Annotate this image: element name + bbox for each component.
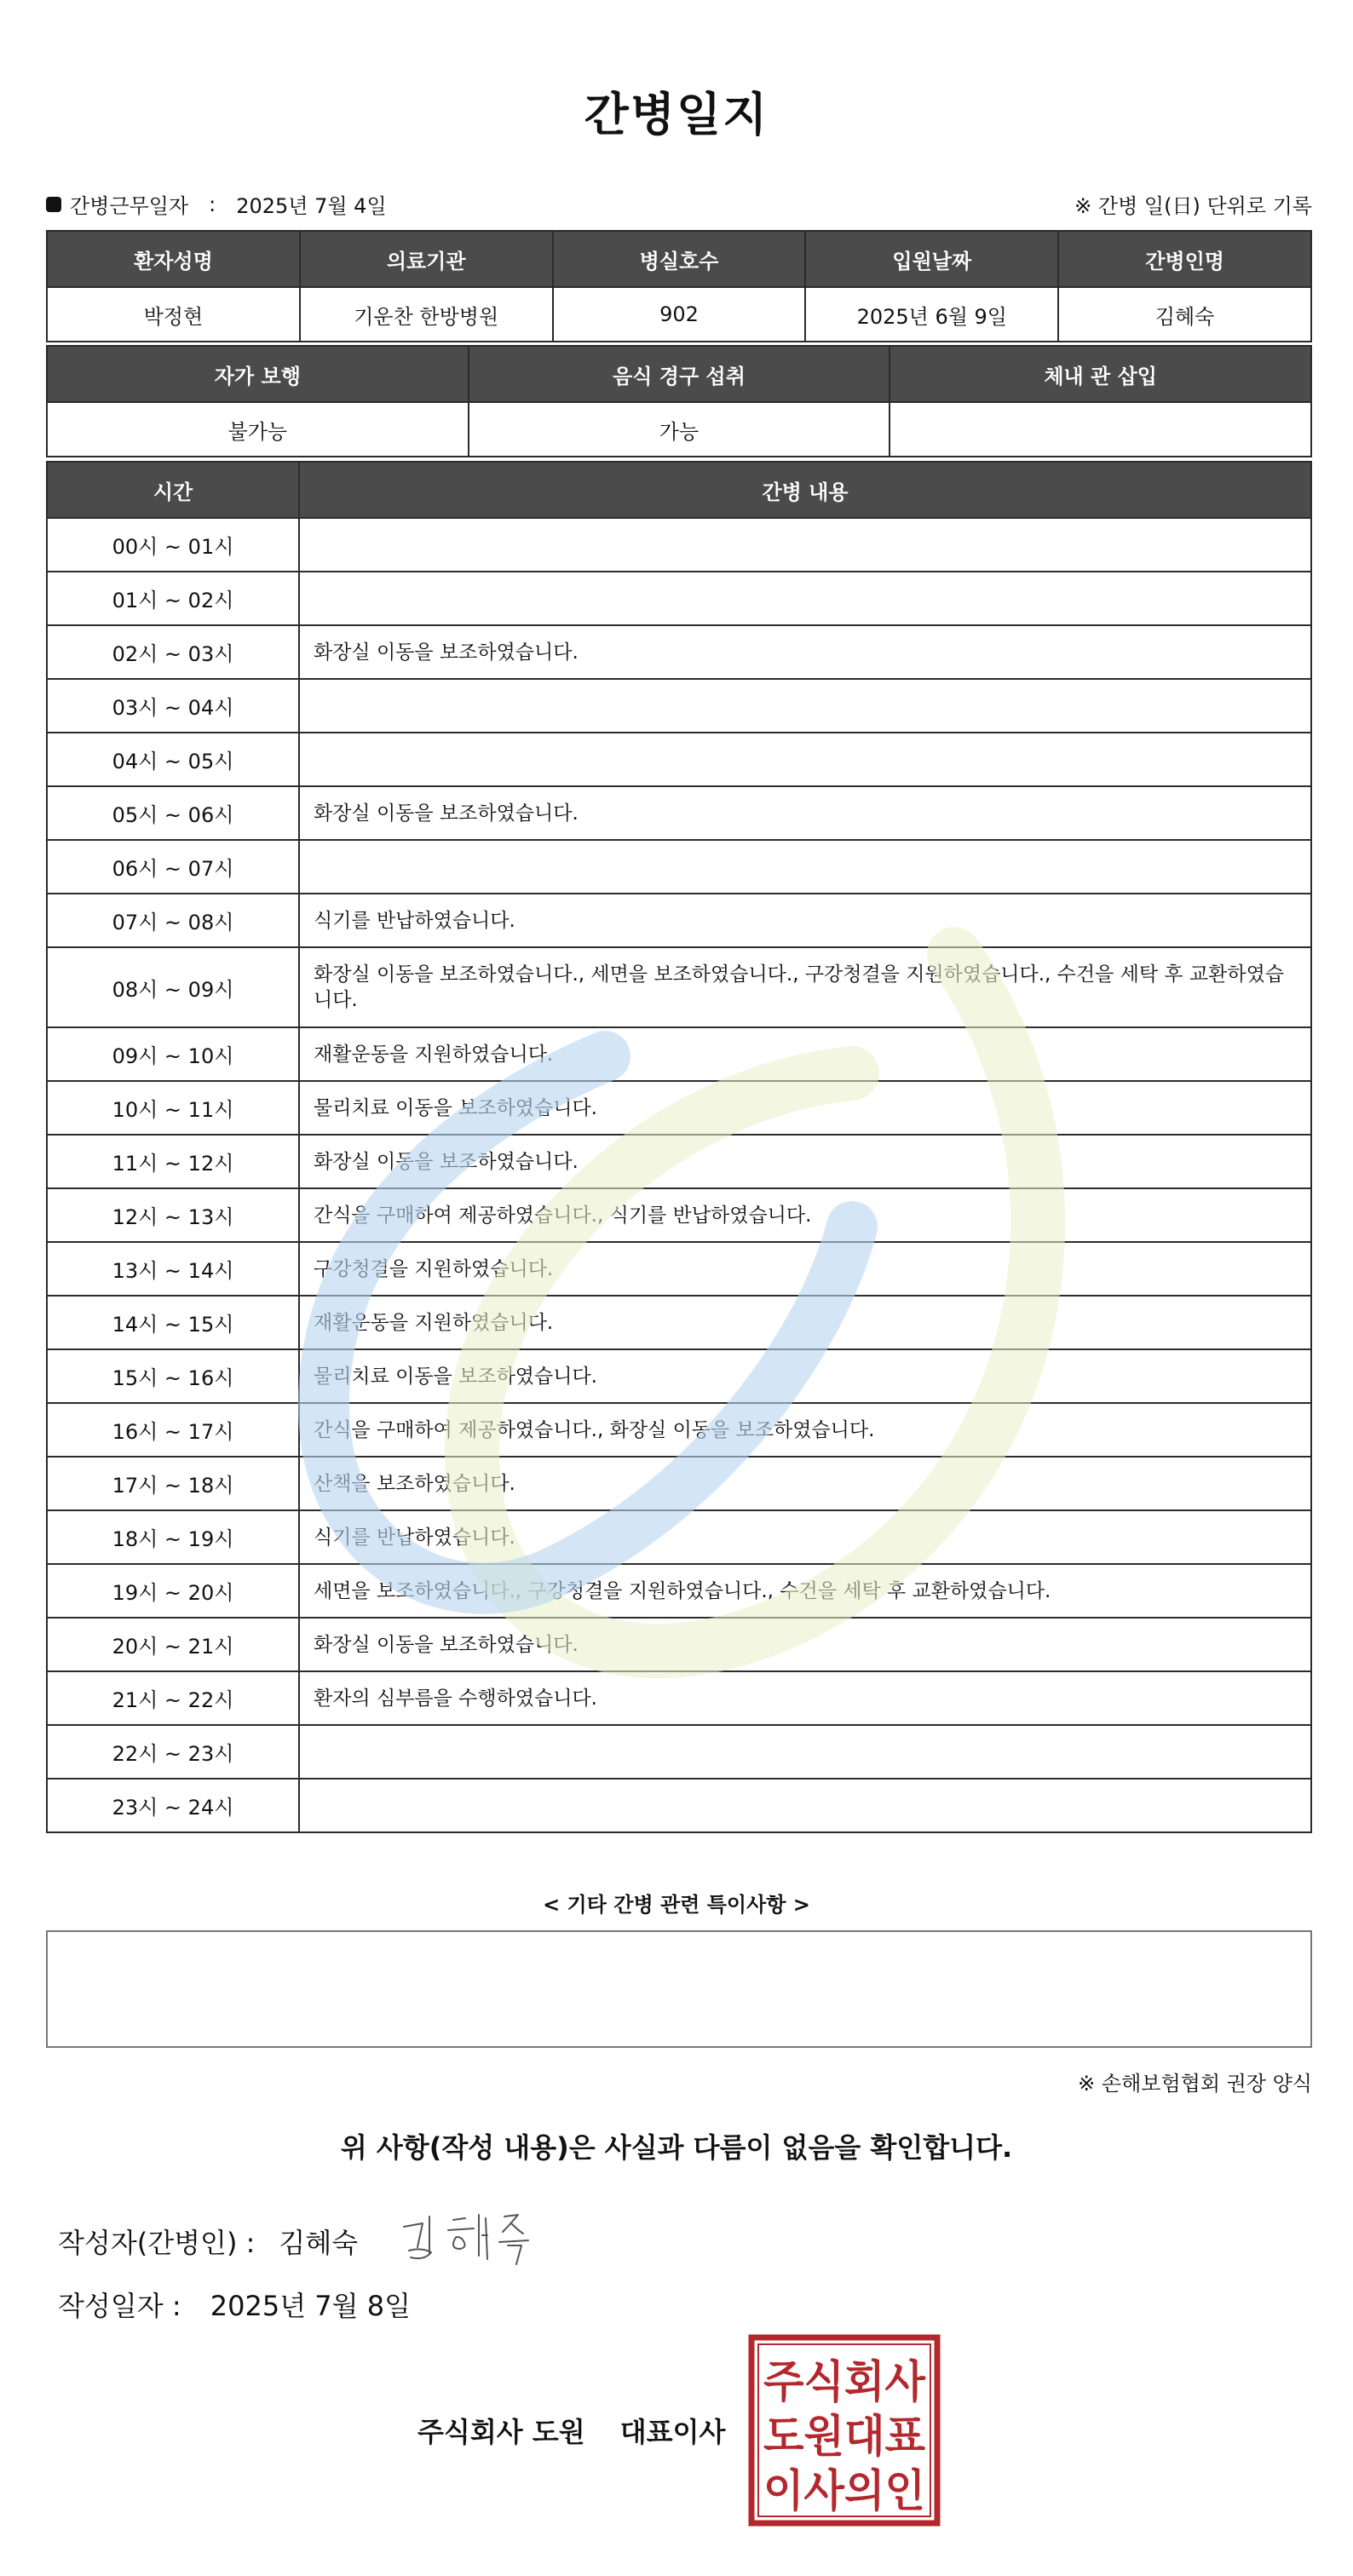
company-representative-title: 대표이사	[619, 2416, 726, 2448]
room-number-value: 902	[553, 287, 806, 342]
patient-info-value-row	[47, 287, 1311, 342]
care-log-content: 산책을 보조하였습니다.	[299, 1457, 1311, 1510]
work-date-label: 간병근무일자	[70, 194, 189, 218]
care-log-row	[47, 1510, 1311, 1564]
care-log-time: 05시 ~ 06시	[47, 786, 299, 840]
care-log-time: 21시 ~ 22시	[47, 1671, 299, 1725]
care-log-row	[47, 1779, 1311, 1832]
patient-condition-table	[46, 345, 1312, 457]
notes-box	[46, 1930, 1312, 2048]
care-log-time: 10시 ~ 11시	[47, 1081, 299, 1135]
bullet-icon	[46, 197, 61, 212]
patient-name-value: 박정현	[47, 287, 300, 342]
care-log-row	[47, 894, 1311, 947]
caregiver-name-value: 김혜숙	[1058, 287, 1311, 342]
admission-date-value: 2025년 6월 9일	[805, 287, 1058, 342]
work-date-row	[46, 189, 1312, 223]
condition-value-row	[47, 402, 1311, 457]
care-log-time: 14시 ~ 15시	[47, 1296, 299, 1349]
care-log-row	[47, 1618, 1311, 1671]
care-log-time: 16시 ~ 17시	[47, 1403, 299, 1457]
header-oral-intake: 음식 경구 섭취	[469, 346, 890, 402]
written-date-line	[58, 2285, 411, 2324]
care-log-row	[47, 786, 1311, 840]
care-log-time: 13시 ~ 14시	[47, 1242, 299, 1296]
care-log-row	[47, 1403, 1311, 1457]
company-signature-line	[417, 2411, 725, 2450]
condition-header-row	[47, 346, 1311, 402]
care-log-time: 07시 ~ 08시	[47, 894, 299, 947]
work-date-colon: :	[209, 192, 216, 216]
care-log-row	[47, 1725, 1311, 1779]
care-log-content: 재활운동을 지원하였습니다.	[299, 1027, 1311, 1081]
care-log-content	[299, 572, 1311, 625]
care-log-content: 환자의 심부름을 수행하였습니다.	[299, 1671, 1311, 1725]
care-log-content	[299, 1725, 1311, 1779]
care-log-content: 간식을 구매하여 제공하였습니다., 화장실 이동을 보조하였습니다.	[299, 1403, 1311, 1457]
care-log-time: 03시 ~ 04시	[47, 679, 299, 733]
written-date-label: 작성일자 :	[58, 2290, 181, 2322]
care-log-content: 화장실 이동을 보조하였습니다.	[299, 625, 1311, 679]
care-log-row	[47, 518, 1311, 572]
care-log-time: 11시 ~ 12시	[47, 1135, 299, 1188]
writer-name: 김혜숙	[279, 2227, 359, 2259]
care-log-row	[47, 1671, 1311, 1725]
care-log-row	[47, 947, 1311, 1027]
oral-intake-value: 가능	[469, 402, 890, 457]
care-log-time: 09시 ~ 10시	[47, 1027, 299, 1081]
care-log-content: 식기를 반납하였습니다.	[299, 1510, 1311, 1564]
care-log-row	[47, 572, 1311, 625]
svg-text:도원대표: 도원대표	[763, 2412, 925, 2463]
care-log-time: 17시 ~ 18시	[47, 1457, 299, 1510]
care-log-content: 물리치료 이동을 보조하였습니다.	[299, 1081, 1311, 1135]
recommended-form-note: ※ 손해보험협회 권장 양식	[1078, 2072, 1312, 2096]
writer-label: 작성자(간병인) :	[58, 2227, 256, 2259]
company-seal-stamp	[748, 2334, 941, 2527]
care-log-row	[47, 1027, 1311, 1081]
header-caregiver-name: 간병인명	[1058, 231, 1311, 287]
patient-info-table	[46, 230, 1312, 342]
care-log-time: 08시 ~ 09시	[47, 947, 299, 1027]
care-log-time: 15시 ~ 16시	[47, 1349, 299, 1403]
care-log-time: 19시 ~ 20시	[47, 1564, 299, 1618]
care-log-table	[46, 461, 1312, 1833]
handwritten-signature	[400, 2205, 545, 2273]
svg-text:주식회사: 주식회사	[763, 2357, 926, 2408]
work-date-value: 2025년 7월 4일	[236, 194, 387, 218]
self-walking-value: 불가능	[47, 402, 469, 457]
header-tube-insertion: 체내 관 삽입	[890, 346, 1311, 402]
header-patient-name: 환자성명	[47, 231, 300, 287]
care-log-content: 재활운동을 지원하였습니다.	[299, 1296, 1311, 1349]
care-log-content	[299, 1779, 1311, 1832]
header-hospital: 의료기관	[300, 231, 553, 287]
care-log-row	[47, 1081, 1311, 1135]
care-log-row	[47, 1188, 1311, 1242]
tube-insertion-value	[890, 402, 1311, 457]
writer-line	[58, 2222, 358, 2261]
care-log-content: 물리치료 이동을 보조하였습니다.	[299, 1349, 1311, 1403]
svg-text:이사의인: 이사의인	[763, 2466, 925, 2517]
care-log-content: 화장실 이동을 보조하였습니다.	[299, 1618, 1311, 1671]
care-log-header-row	[47, 462, 1311, 518]
care-log-time: 00시 ~ 01시	[47, 518, 299, 572]
patient-info-header-row	[47, 231, 1311, 287]
care-log-row	[47, 1457, 1311, 1510]
care-log-time: 06시 ~ 07시	[47, 840, 299, 894]
care-log-time: 18시 ~ 19시	[47, 1510, 299, 1564]
care-log-row	[47, 1135, 1311, 1188]
care-log-content: 화장실 이동을 보조하였습니다., 세면을 보조하였습니다., 구강청결을 지원하였습니다., 수건을 세탁 후 교환하였습니다.	[299, 947, 1311, 1027]
care-log-body	[47, 518, 1311, 1832]
header-room-number: 병실호수	[553, 231, 806, 287]
header-care-content: 간병 내용	[299, 462, 1311, 518]
hospital-value: 기운찬 한방병원	[300, 287, 553, 342]
page-title: 간병일지	[584, 88, 769, 141]
care-log-row	[47, 1296, 1311, 1349]
daily-record-note: ※ 간병 일(日) 단위로 기록	[1074, 194, 1312, 218]
care-log-time: 23시 ~ 24시	[47, 1779, 299, 1832]
care-log-row	[47, 733, 1311, 786]
care-log-content: 화장실 이동을 보조하였습니다.	[299, 1135, 1311, 1188]
care-log-row	[47, 1564, 1311, 1618]
care-log-row	[47, 840, 1311, 894]
care-log-time: 01시 ~ 02시	[47, 572, 299, 625]
care-log-content: 세면을 보조하였습니다., 구강청결을 지원하였습니다., 수건을 세탁 후 교환하였습니다.	[299, 1564, 1311, 1618]
care-log-content: 식기를 반납하였습니다.	[299, 894, 1311, 947]
care-log-time: 20시 ~ 21시	[47, 1618, 299, 1671]
care-log-time: 02시 ~ 03시	[47, 625, 299, 679]
work-date	[46, 189, 387, 219]
care-log-row	[47, 679, 1311, 733]
care-log-row	[47, 1242, 1311, 1296]
care-log-row	[47, 1349, 1311, 1403]
care-log-row	[47, 625, 1311, 679]
care-log-content: 화장실 이동을 보조하였습니다.	[299, 786, 1311, 840]
care-log-content	[299, 679, 1311, 733]
care-log-time: 22시 ~ 23시	[47, 1725, 299, 1779]
care-log-time: 12시 ~ 13시	[47, 1188, 299, 1242]
care-log-content: 구강청결을 지원하였습니다.	[299, 1242, 1311, 1296]
confirmation-statement: 위 사항(작성 내용)은 사실과 다름이 없음을 확인합니다.	[340, 2131, 1013, 2164]
care-log-time: 04시 ~ 05시	[47, 733, 299, 786]
care-log-content	[299, 733, 1311, 786]
care-log-content: 간식을 구매하여 제공하였습니다., 식기를 반납하였습니다.	[299, 1188, 1311, 1242]
notes-title: < 기타 간병 관련 특이사항 >	[543, 1893, 810, 1917]
care-log-content	[299, 518, 1311, 572]
header-admission-date: 입원날짜	[805, 231, 1058, 287]
care-log-content	[299, 840, 1311, 894]
header-time: 시간	[47, 462, 299, 518]
written-date-value: 2025년 7월 8일	[210, 2290, 412, 2322]
header-self-walking: 자가 보행	[47, 346, 469, 402]
company-name: 주식회사 도원	[417, 2416, 585, 2448]
